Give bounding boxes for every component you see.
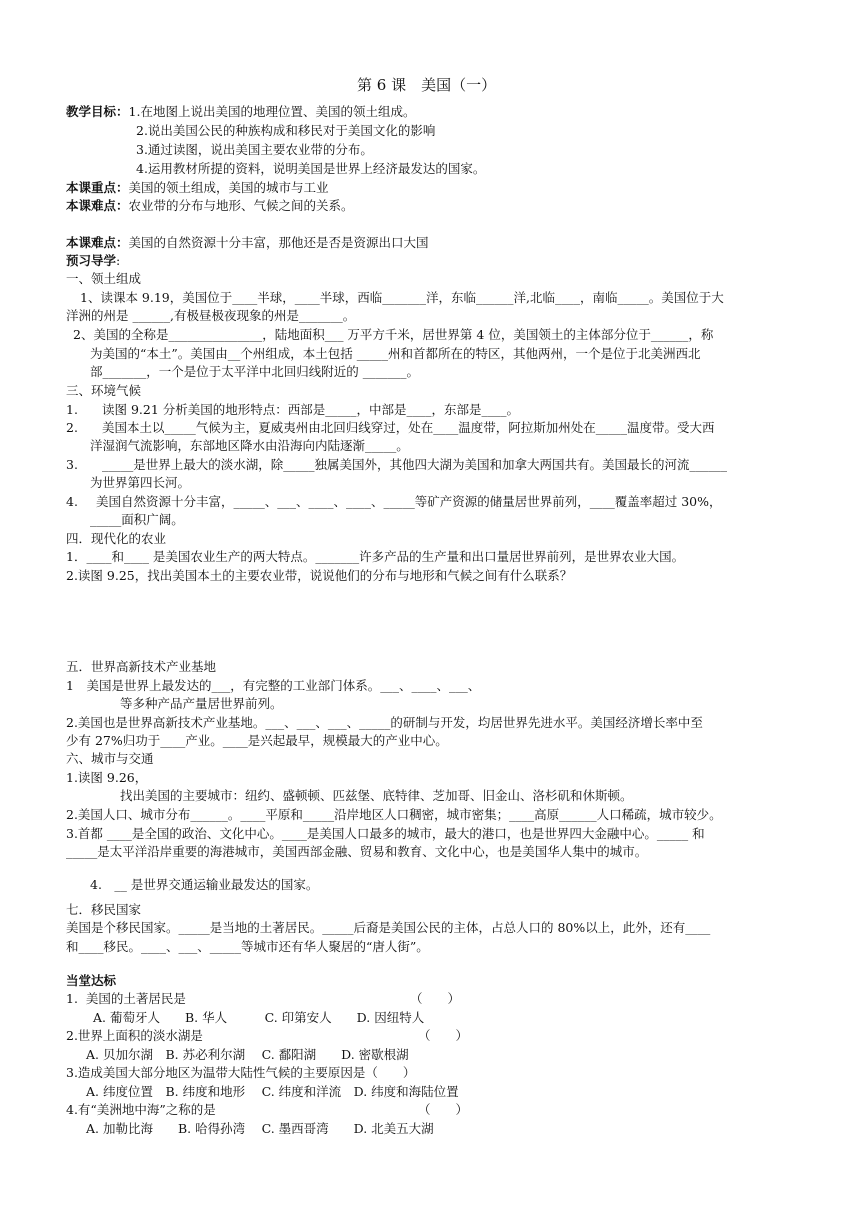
section-3-line-3b: 为世界第四长河。: [90, 475, 191, 490]
section-6-line-1b: 找出美国的主要城市：纽约、盛顿顿、匹兹堡、底特律、芝加哥、旧金山、洛杉矶和休斯顿。: [120, 788, 633, 803]
objective-2: 2.说出美国公民的种族构成和移民对于美国文化的影响: [136, 123, 436, 138]
difficulty-line-2: [66, 234, 429, 252]
preview-heading: [66, 252, 120, 270]
quiz-q1: 1. 美国的土著居民是: [66, 991, 186, 1006]
quiz-q1-options: A. 葡萄牙人 B. 华人 C. 印第安人 D. 因纽特人: [93, 1010, 425, 1025]
difficulty-label-2: 本课难点：: [66, 235, 129, 250]
section-4-line-1: 1．____和____ 是美国农业生产的两大特点。_______许多产品的生产量和出口量居世界前列，是世界农业大国。: [66, 549, 685, 564]
quiz-q4-bracket: （ ）: [418, 1102, 469, 1117]
section-1-line-3: 2、美国的全称是_______________，陆地面积___ 万平方千米，居世界第 4 位，美国领土的主体部分位于______，称: [73, 327, 714, 342]
section-1-heading: 一、领土组成: [66, 271, 142, 286]
focus-line: [66, 179, 329, 197]
objectives-line-1: [66, 103, 415, 121]
section-6-heading: 六、城市与交通: [66, 751, 154, 766]
quiz-q2-bracket: （ ）: [418, 1028, 469, 1043]
section-7-line-1: 美国是个移民国家。_____是当地的土著居民。_____后裔是美国公民的主体，占总人口的 80%以上，此外，还有____: [66, 920, 711, 935]
section-6-line-3b: _____是太平洋沿岸重要的海港城市，美国西部金融、贸易和教育、文化中心，也是美国华人集中的城市。: [66, 844, 648, 859]
page-title: 第 6 课 美国（一）: [357, 76, 497, 94]
section-5-line-1b: 等多种产品产量居世界前列。: [120, 696, 283, 711]
difficulty-text-2: 美国的自然资源十分丰富，那他还是否是资源出口大国: [128, 235, 429, 250]
section-5-line-1: 1 美国是世界上最发达的___，有完整的工业部门体系。___、____、___、: [66, 678, 481, 693]
section-3-line-4b: _____面积广阔。: [90, 512, 184, 527]
section-5-line-2: 2.美国也是世界高新技术产业基地。___、___、___、_____的研制与开发，均居世界先进水平。美国经济增长率中至: [66, 715, 703, 730]
preview-label: 预习导学: [66, 253, 117, 268]
section-6-line-1: 1.读图 9.26，: [66, 770, 148, 785]
preview-colon: :: [116, 253, 121, 268]
objective-4: 4.运用教材所提的资料，说明美国是世界上经济最发达的国家。: [136, 161, 486, 176]
section-6-line-2: 2.美国人口、城市分布______。____平原和_____沿岸地区人口稠密，城市密集；____高原______人口稀疏，城市较少。: [66, 807, 722, 822]
section-3-num-2: 2.: [66, 420, 78, 435]
focus-text: 美国的领土组成，美国的城市与工业: [128, 180, 329, 195]
section-3-num-4: 4.: [66, 494, 78, 509]
objective-3: 3.通过读图，说出美国主要农业带的分布。: [136, 142, 373, 157]
quiz-q2-options: A. 贝加尔湖 B. 苏必利尔湖 C. 鄱阳湖 D. 密歇根湖: [86, 1047, 409, 1062]
objective-1: 1.在地图上说出美国的地理位置、美国的领土组成。: [128, 104, 416, 119]
section-7-line-2: 和____移民。____、___、_____等城市还有华人聚居的“唐人街”。: [66, 939, 429, 954]
objectives-label: 教学目标：: [66, 104, 129, 119]
section-3-line-1: 读图 9.21 分析美国的地形特点：西部是_____，中部是____，东部是____。: [102, 402, 520, 417]
section-3-line-4: 美国自然资源十分丰富，_____、___、____、____、_____等矿产资源的储量居世界前列，____覆盖率超过 30%，: [96, 494, 722, 509]
section-4-line-2: 2.读图 9.25，找出美国本土的主要农业带，说说他们的分布与地形和气候之间有什么联系？: [66, 568, 573, 583]
section-5-line-2b: 少有 27%归功于____产业。____是兴起最早，规模最大的产业中心。: [66, 733, 448, 748]
section-7-heading: 七．移民国家: [66, 902, 142, 917]
quiz-q1-bracket: （ ）: [410, 991, 461, 1006]
quiz-heading: 当堂达标: [66, 973, 117, 988]
quiz-q3-options: A. 纬度位置 B. 纬度和地形 C. 纬度和洋流 D. 纬度和海陆位置: [86, 1084, 459, 1099]
difficulty-text: 农业带的分布与地形、气候之间的关系。: [128, 198, 354, 213]
section-6-line-3: 3.首都 ____是全国的政治、文化中心。____是美国人口最多的城市，最大的港口，也是世界四大金融中心。_____ 和: [66, 826, 705, 841]
section-5-heading: 五．世界高新技术产业基地: [66, 659, 217, 674]
difficulty-line: [66, 197, 354, 215]
difficulty-label: 本课难点：: [66, 198, 129, 213]
quiz-q3: 3.造成美国大部分地区为温带大陆性气候的主要原因是（ ）: [66, 1065, 416, 1080]
section-1-line-2: 洋洲的州是 ______,有极昼极夜现象的州是_______。: [66, 308, 356, 323]
section-1-line-1: 1、读课本 9.19，美国位于____半球，____半球，西临_______洋，东临______洋,北临____，南临_____。美国位于大: [80, 290, 724, 305]
section-1-line-4: 为美国的“本土”。美国由__个州组成，本土包括 _____州和首都所在的特区，其他两州，一个是位于北美洲西北: [90, 346, 701, 361]
quiz-q2: 2.世界上面积的淡水湖是: [66, 1028, 203, 1043]
section-3-heading: 三、环境气候: [66, 383, 142, 398]
quiz-q4-options: A. 加勒比海 B. 哈得孙湾 C. 墨西哥湾 D. 北美五大湖: [86, 1121, 434, 1136]
section-3-line-3: _____是世界上最大的淡水湖，除_____独属美国外，其他四大湖为美国和加拿大两国共有。美国最长的河流______: [102, 457, 728, 472]
section-3-num-1: 1.: [66, 402, 78, 417]
section-4-heading: 四．现代化的农业: [66, 531, 167, 546]
section-3-line-2b: 洋湿润气流影响，东部地区降水由沿海向内陆逐渐_____。: [90, 438, 409, 453]
section-3-line-2: 美国本土以_____气候为主，夏威夷州由北回归线穿过，处在____温度带，阿拉斯加州处在_____温度带。受大西: [102, 420, 715, 435]
section-1-line-5: 部_______，一个是位于太平洋中北回归线附近的 _______。: [90, 364, 419, 379]
section-6-line-4: 4. __ 是世界交通运输业最发达的国家。: [90, 877, 319, 892]
focus-label: 本课重点：: [66, 180, 129, 195]
quiz-q4: 4.有“美洲地中海”之称的是: [66, 1102, 216, 1117]
section-3-num-3: 3.: [66, 457, 78, 472]
